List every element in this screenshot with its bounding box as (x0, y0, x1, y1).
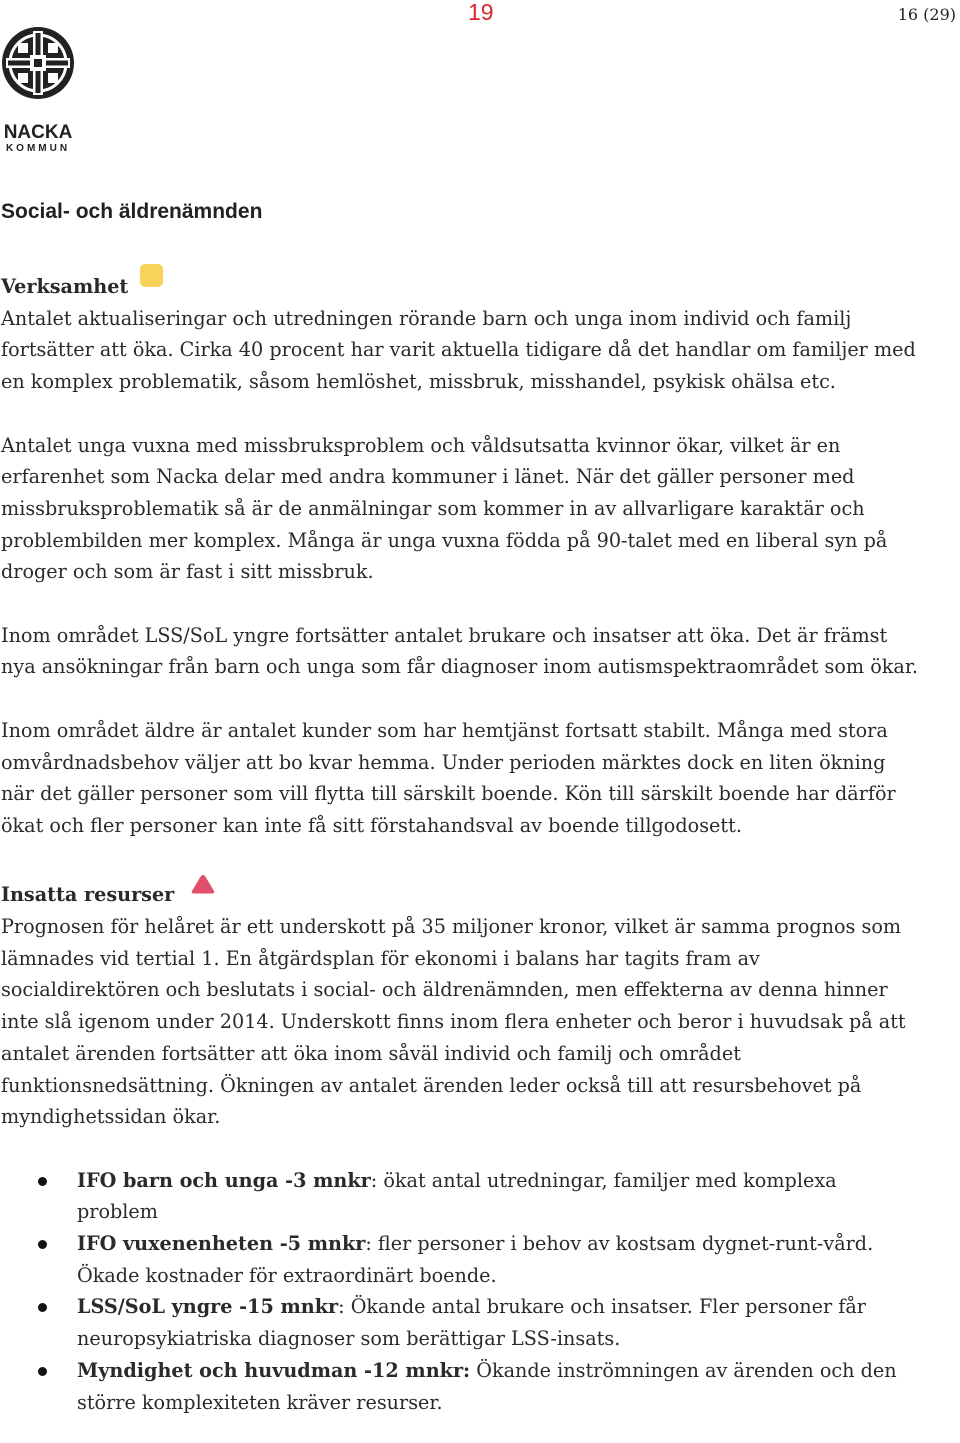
logo-subtext: KOMMUN (5, 143, 71, 154)
document-body (1, 264, 921, 1418)
page-of-total: 16 (29) (897, 5, 956, 24)
logo-wordmark: NACKA (3, 122, 73, 143)
nacka-logo (0, 25, 76, 154)
bullet-bold: IFO barn och unga -3 mnkr (77, 1168, 371, 1192)
verksamhet-section (1, 264, 921, 842)
insatta-resurser-heading: Insatta resurser (1, 883, 175, 907)
list-item (1, 1228, 921, 1291)
section-title: Social- och äldrenämnden (1, 200, 263, 223)
insatta-resurser-section (1, 873, 921, 1418)
verksamhet-paragraph: Inom området LSS/SoL yngre fortsätter antalet brukare och insatser att öka. Det är främst nya ansökningar från barn och unga som får diagnoser inom autismspektraområdet som ökar. (1, 623, 918, 679)
red-triangle-icon (190, 873, 216, 905)
bullet-text: : ökat antal utredningar, familjer med komplexa problem (77, 1168, 837, 1224)
cost-bullet-list (1, 1165, 921, 1419)
bullet-icon (38, 1177, 47, 1186)
yellow-status-icon (140, 264, 163, 287)
page-number: 19 (468, 0, 494, 25)
bullet-bold: LSS/SoL yngre -15 mnkr (77, 1295, 339, 1319)
bullet-text: : Ökande antal brukare och insatser. Fler personer får neuropsykiatriska diagnoser som berättigar LSS-insats. (77, 1295, 866, 1351)
verksamhet-paragraph: Antalet unga vuxna med missbruksproblem och våldsutsatta kvinnor ökar, vilket är en erfarenhet som Nacka delar med andra kommuner i länet. När det gäller personer med missbruksproblematik så är de anmälningar som kommer in av allvarligare karaktär och problembilden mer komplex. Många är unga vuxna födda på 90-talet med en liberal syn på droger och som är fast i sitt missbruk. (1, 433, 888, 584)
nacka-emblem-icon (0, 25, 76, 101)
bullet-icon (38, 1240, 47, 1249)
bullet-icon (38, 1367, 47, 1376)
bullet-bold: IFO vuxenenheten -5 mnkr (77, 1232, 366, 1256)
bullet-text: Ökande inströmningen av ärenden och den större komplexiteten kräver resurser. (77, 1358, 897, 1414)
verksamhet-paragraph: Antalet aktualiseringar och utredningen rörande barn och unga inom individ och familj fortsätter att öka. Cirka 40 procent har varit aktuella tidigare då det handlar om familjer med en komplex problematik, såsom hemlöshet, missbruk, misshandel, psykisk ohälsa etc. (1, 306, 916, 394)
verksamhet-paragraph: Inom området äldre är antalet kunder som har hemtjänst fortsatt stabilt. Många med stora omvårdnadsbehov väljer att bo kvar hemma. Under perioden märktes dock en liten ökning när det gäller personer som vill flytta till särskilt boende. Kön till särskilt boende har därför ökat och fler personer kan inte få sitt förstahandsval av boende tillgodosett. (1, 718, 896, 837)
verksamhet-heading: Verksamhet (1, 275, 129, 298)
bullet-bold: Myndighet och huvudman -12 mnkr: (77, 1358, 471, 1382)
list-item (1, 1355, 921, 1418)
bullet-icon (38, 1303, 47, 1312)
bullet-text: : fler personer i behov av kostsam dygnet-runt-vård. Ökade kostnader för extraordinärt boende. (77, 1232, 874, 1287)
list-item (1, 1165, 921, 1228)
insatta-resurser-paragraph: Prognosen för helåret är ett underskott på 35 miljoner kronor, vilket är samma prognos som lämnades vid tertial 1. En åtgärdsplan för ekonomi i balans har tagits fram av socialdirektören och beslutats i social- och äldrenämnden, men effekterna av denna hinner inte slå igenom under 2014. Underskott finns inom flera enheter och beror i huvudsak på att antalet ärenden fortsätter att öka inom såväl individ och familj och området funktionsnedsättning. Ökningen av antalet ärenden leder också till att resursbehovet på myndighetssidan ökar. (1, 915, 906, 1129)
list-item (1, 1291, 921, 1354)
